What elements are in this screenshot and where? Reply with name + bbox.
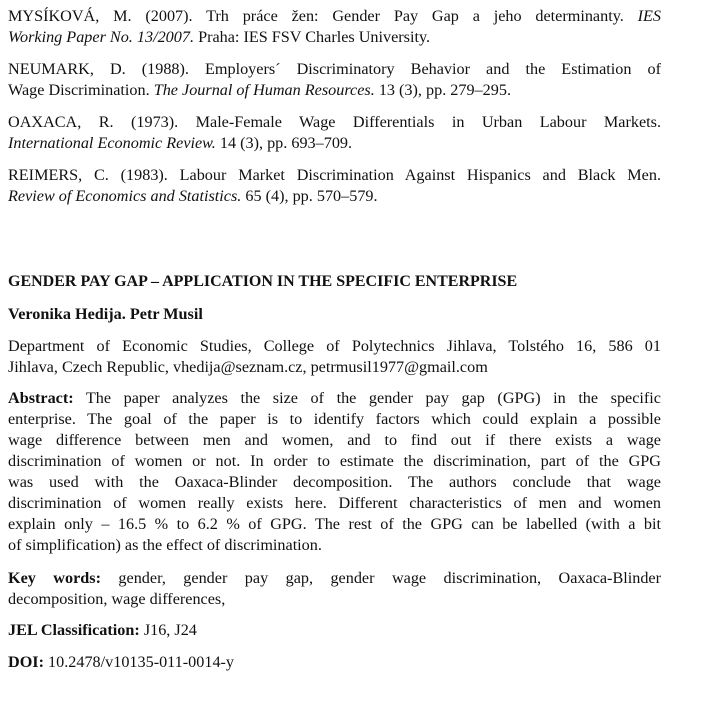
reference-line	[8, 186, 661, 207]
abstract-label: Abstract:	[8, 389, 74, 407]
paper-title	[8, 271, 661, 292]
reference-source-italic: Review of Economics and Statistics.	[8, 187, 242, 205]
reference-line: NEUMARK, D. (1988). Employers´ Discriminatory Behavior and the Estimation of	[8, 60, 661, 78]
abstract-line: explain only – 16.5 % to 6.2 % of GPG. The rest of the GPG can be labelled (with a bit	[8, 515, 661, 533]
abstract-line: discrimination of women really exists here. Different characteristics of men and women	[8, 494, 661, 512]
abstract-line: was used with the Oaxaca-Blinder decomposition. The authors conclude that wage	[8, 473, 661, 491]
doi	[8, 652, 661, 673]
reference-line	[8, 27, 661, 48]
reference-text: 13 (3), pp. 279–295.	[374, 81, 511, 99]
reference-source-italic: International Economic Review.	[8, 134, 216, 152]
reference-text: Wage Discrimination.	[8, 81, 154, 99]
abstract-line: discrimination of women or not. In order to estimate the discrimination, part of the GPG	[8, 452, 661, 470]
paper-title-text: GENDER PAY GAP – APPLICATION IN THE SPECIFIC ENTERPRISE	[8, 273, 518, 290]
abstract-text: The paper analyzes the size of the gender pay gap (GPG) in the specific	[73, 389, 661, 407]
abstract-line: wage difference between men and women, and to find out if there exists a wage	[8, 431, 661, 449]
keywords-line: decomposition, wage differences,	[8, 590, 226, 608]
affiliation-line: Jihlava, Czech Republic, vhedija@seznam.cz, petrmusil1977@gmail.com	[8, 358, 488, 376]
keywords	[8, 568, 661, 610]
affiliation-line: Department of Economic Studies, College of Polytechnics Jihlava, Tolstého 16, 586 01	[8, 337, 661, 355]
reference-text: 14 (3), pp. 693–709.	[215, 134, 353, 152]
document-page	[8, 6, 661, 673]
reference-text: 65 (4), pp. 570–579.	[241, 187, 378, 205]
abstract-line: of simplification) as the effect of discrimination.	[8, 536, 322, 554]
doi-value: 10.2478/v10135-011-0014-y	[43, 653, 235, 671]
reference-line	[8, 133, 661, 154]
keywords-label: Key words:	[8, 569, 101, 587]
reference-source-italic: IES	[637, 7, 662, 25]
reference-text: Praha: IES FSV Charles University.	[194, 28, 431, 46]
reference-entry	[8, 165, 661, 207]
reference-entry	[8, 59, 661, 101]
reference-source-italic: Working Paper No. 13/2007.	[8, 28, 195, 46]
reference-text: MYSÍKOVÁ, M. (2007). Trh práce žen: Gender Pay Gap a jeho determinanty.	[8, 7, 624, 25]
abstract-line	[8, 388, 661, 409]
reference-line	[8, 80, 661, 101]
reference-entry	[8, 112, 661, 154]
jel-value: J16, J24	[139, 621, 197, 639]
author-affiliation	[8, 336, 661, 378]
reference-source-italic: The Journal of Human Resources.	[153, 81, 375, 99]
reference-line: REIMERS, C. (1983). Labour Market Discrimination Against Hispanics and Black Men.	[8, 166, 661, 184]
jel-label: JEL Classification:	[8, 621, 140, 639]
reference-line: OAXACA, R. (1973). Male-Female Wage Differentials in Urban Labour Markets.	[8, 113, 661, 131]
keywords-text: gender, gender pay gap, gender wage discrimination, Oaxaca-Blinder	[100, 569, 662, 587]
keywords-line	[8, 568, 661, 589]
jel-classification	[8, 620, 661, 641]
abstract	[8, 388, 661, 556]
reference-line	[8, 6, 661, 27]
abstract-line: enterprise. The goal of the paper is to identify factors which could explain a possible	[8, 410, 661, 428]
paper-authors: Veronika Hedija. Petr Musil	[8, 305, 203, 323]
doi-label: DOI:	[8, 653, 44, 671]
reference-entry	[8, 6, 661, 48]
